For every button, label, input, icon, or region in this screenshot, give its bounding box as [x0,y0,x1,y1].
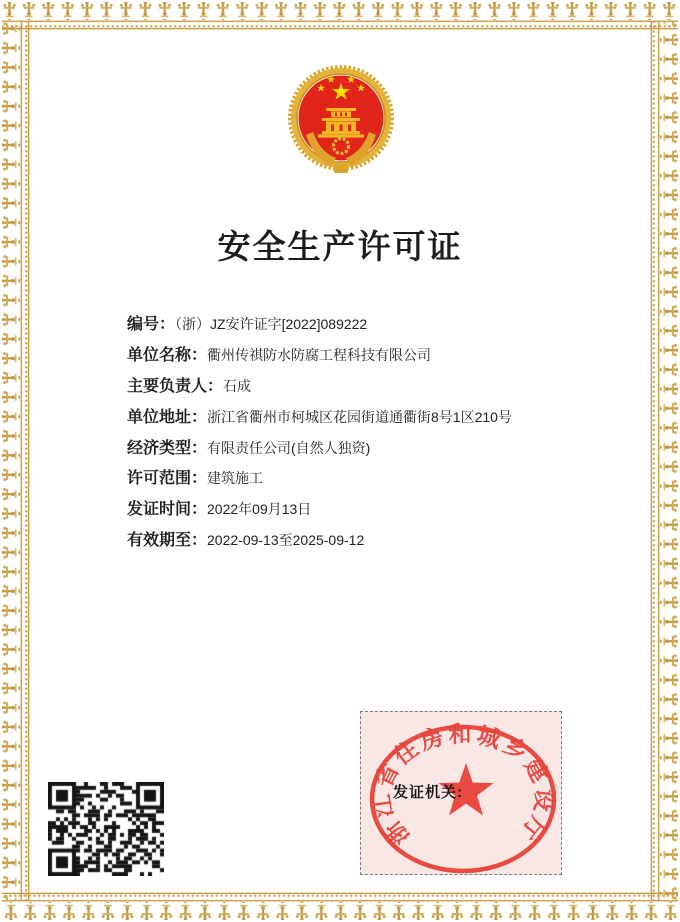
field-label: 主要负责人： [127,377,224,395]
field-row-address [127,402,597,433]
certificate-fields [127,309,597,556]
field-value: 石成 [223,377,252,394]
china-national-emblem-icon [286,63,396,185]
field-value: 建筑施工 [207,470,264,487]
qr-code [48,782,164,876]
field-value: 2022年09月13日 [207,501,312,518]
field-label: 编号： [127,316,176,333]
field-label: 许可范围： [127,470,208,488]
field-row-issue-date [127,494,597,525]
seal-text: 浙江省住房和城乡建设厅 [367,720,558,851]
field-label: 有效期至： [127,532,208,550]
field-label: 单位名称： [127,346,208,364]
field-row-valid-until [127,525,597,556]
field-row-license-number [127,309,597,340]
field-value: 衢州传祺防水防腐工程科技有限公司 [207,346,432,363]
field-value: 有限责任公司(自然人独资) [207,439,371,456]
field-label: 单位地址： [127,408,208,426]
field-label: 发证时间： [127,501,208,519]
field-value: 浙江省衢州市柯城区花园街道通衢街8号1区210号 [207,408,512,425]
field-label: 经济类型： [127,439,208,457]
field-row-company-name [127,340,597,371]
issuer-label: 发证机关: [393,784,463,801]
field-row-principal [127,371,597,402]
ribbon-knot [334,164,348,173]
gear [334,139,349,154]
field-row-license-scope [127,463,597,494]
certificate-title: 安全生产许可证 [217,228,463,265]
field-row-economic-type [127,433,597,464]
field-value: （浙）JZ安许证字[2022]089222 [175,316,368,332]
field-value: 2022-09-13至2025-09-12 [207,532,365,549]
